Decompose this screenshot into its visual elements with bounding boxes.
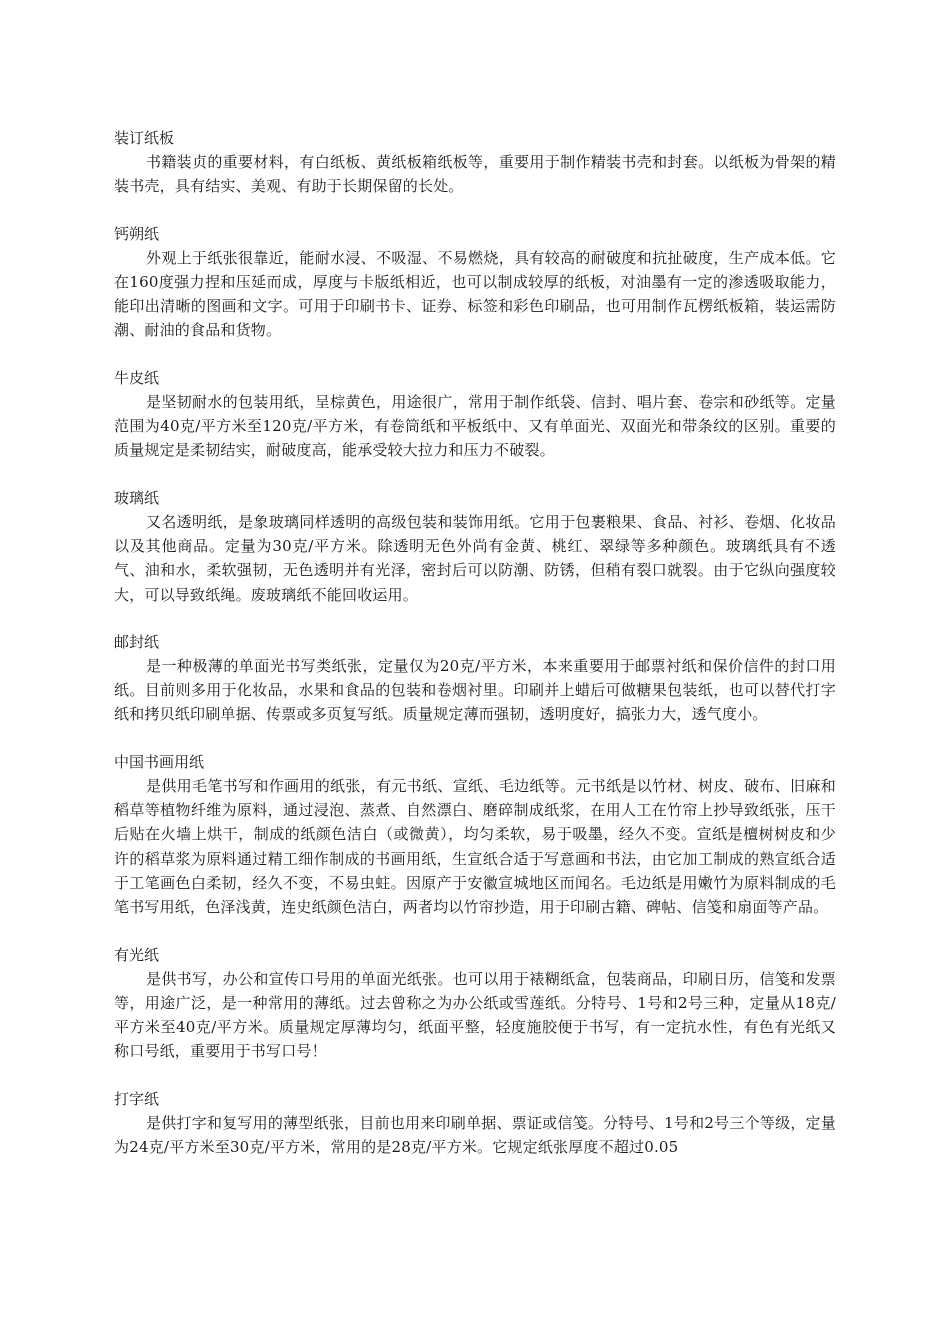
section-title: 中国书画用纸 bbox=[114, 752, 205, 771]
section-paragraph: 外观上于纸张很靠近，能耐水浸、不吸湿、不易燃烧，具有较高的耐破度和抗扯破度，生产成本低。它在160度强力捏和压延而成，厚度与卡版纸相近，也可以制成较厚的纸板，对油墨有一定的渗透吸取能力，能印出清晰的图画和文字。可用于印刷书卡、证券、标签和彩色印刷品，也可用制作瓦楞纸板箱，装运需防潮、耐油的食品和货物。 bbox=[114, 248, 836, 340]
section-paragraph: 是供打字和复写用的薄型纸张，目前也用来印刷单据、票证或信笺。分特号、1号和2号三个等级，定量为24克/平方米至30克/平方米，常用的是28克/平方米。它规定纸张厚度不超过0.05 bbox=[114, 1113, 836, 1157]
section-title: 牛皮纸 bbox=[114, 368, 160, 387]
section-kraft-paper bbox=[114, 366, 836, 463]
section-typing-paper bbox=[114, 1087, 836, 1160]
section-paragraph: 又名透明纸，是象玻璃同样透明的高级包装和装饰用纸。它用于包裹粮果、食品、衬衫、卷烟、化妆品以及其他商品。定量为30克/平方米。除透明无色外尚有金黄、桃红、翠绿等多种颜色。玻璃纸具有不透气、油和水，柔软强韧，无色透明并有光泽，密封后可以防潮、防锈，但稍有裂口就裂。由于它纵向强度较大，可以导致纸绳。废玻璃纸不能回收运用。 bbox=[114, 512, 836, 604]
section-chinese-painting-paper bbox=[114, 750, 836, 920]
section-title: 装订纸板 bbox=[114, 129, 175, 147]
section-title: 邮封纸 bbox=[114, 632, 160, 651]
section-glazed-paper bbox=[114, 943, 836, 1064]
section-title: 玻璃纸 bbox=[114, 488, 160, 507]
section-envelope-paper bbox=[114, 630, 836, 727]
section-paragraph: 是坚韧耐水的包装用纸，呈棕黄色，用途很广，常用于制作纸袋、信封、唱片套、卷宗和砂纸等。定量范围为40克/平方米至120克/平方米，有卷筒纸和平板纸中、又有单面光、双面光和带条纹的区别。重要的质量规定是柔韧结实，耐破度高，能承受较大拉力和压力不破裂。 bbox=[114, 392, 836, 460]
section-binding-board bbox=[114, 126, 836, 199]
section-paragraph: 书籍装贞的重要材料，有白纸板、黄纸板箱纸板等，重要用于制作精装书壳和封套。以纸板为骨架的精装书壳，具有结实、美观、有助于长期保留的长处。 bbox=[114, 153, 836, 196]
section-title: 有光纸 bbox=[114, 945, 160, 964]
section-paragraph: 是供书写，办公和宣传口号用的单面光纸张。也可以用于裱糊纸盒，包装商品，印刷日历，信笺和发票等，用途广泛，是一种常用的薄纸。过去曾称之为办公纸或雪莲纸。分特号、1号和2号三种，定量从18克/平方米至40克/平方米。质量规定厚薄均匀，纸面平整，轻度施胶便于书写，有一定抗水性，有色有光纸又称口号纸，重要用于书写口号！ bbox=[114, 969, 836, 1061]
section-paragraph: 是一种极薄的单面光书写类纸张，定量仅为20克/平方米，本来重要用于邮票衬纸和保价信件的封口用纸。目前则多用于化妆品，水果和食品的包装和卷烟衬里。印刷并上蜡后可做糖果包装纸，也可以替代打字纸和拷贝纸印刷单据、传票或多页复写纸。质量规定薄而强韧，透明度好，搞张力大，透气度小。 bbox=[114, 656, 836, 724]
section-title: 钙朔纸 bbox=[114, 224, 160, 243]
section-cellophane bbox=[114, 486, 836, 607]
document-body bbox=[114, 126, 836, 1182]
section-title: 打字纸 bbox=[114, 1089, 160, 1108]
section-calcium-plastic-paper bbox=[114, 222, 836, 343]
section-paragraph: 是供用毛笔书写和作画用的纸张，有元书纸、宣纸、毛边纸等。元书纸是以竹材、树皮、破布、旧麻和稻草等植物纤维为原料，通过浸泡、蒸煮、自然漂白、磨碎制成纸浆，在用人工在竹帘上抄导致纸张，压干后贴在火墙上烘干，制成的纸颜色洁白（或微黄），均匀柔软，易于吸墨，经久不变。宣纸是檀树树皮和少许的稻草浆为原料通过精工细作制成的书画用纸，生宣纸合适于写意画和书法，由它加工制成的熟宣纸合适于工笔画色白柔韧，经久不变，不易虫蛀。因原产于安徽宣城地区而闻名。毛边纸是用嫩竹为原料制成的毛笔书写用纸，色泽浅黄，连史纸颜色洁白，两者均以竹帘抄造，用于印刷古籍、碑帖、信笺和扇面等产品。 bbox=[114, 776, 836, 917]
